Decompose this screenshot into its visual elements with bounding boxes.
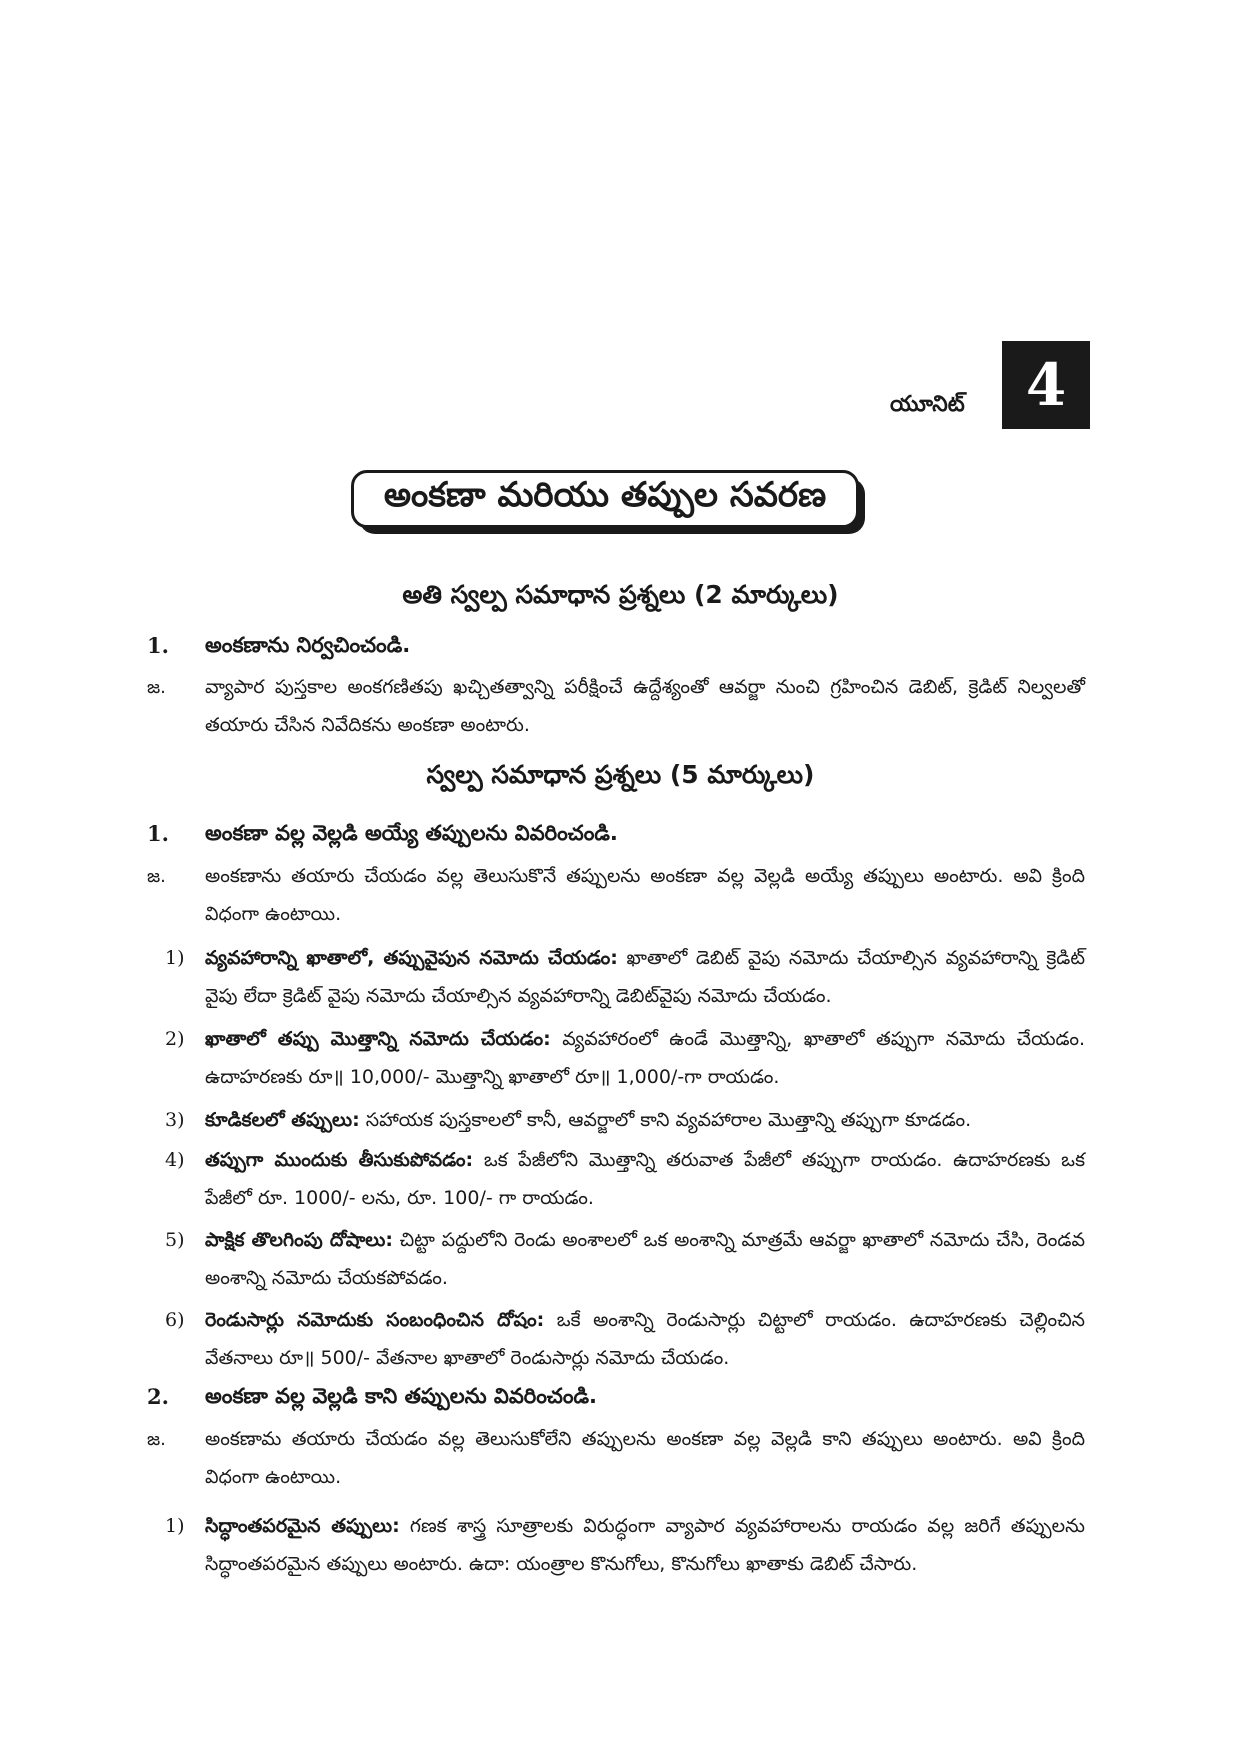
chapter-title-frame [351, 470, 869, 528]
question-text: అంకణాను నిర్వచించండి. [205, 633, 411, 657]
list-item-title: రెండుసార్లు నమోదుకు సంబంధించిన దోషం: [205, 1309, 545, 1331]
answer-text: అంకణాను తయారు చేయడం వల్ల తెలుసుకొనే తప్పులను అంకణా వల్ల వెల్లడి అయ్యే తప్పులు అంటారు. అవి క్రింది విధంగా ఉంటాయి. [205, 865, 1085, 925]
list-item-title: సిద్ధాంతపరమైన తప్పులు: [205, 1515, 400, 1537]
question-number: 2. [147, 1384, 169, 1409]
list-item-title: ఖాతాలో తప్పు మొత్తాన్ని నమోదు చేయడం: [205, 1028, 551, 1050]
list-item-number: 1) [165, 1515, 185, 1537]
question-text: అంకణా వల్ల వెల్లడి అయ్యే తప్పులను వివరించండి. [205, 821, 618, 845]
list-item [165, 1141, 1085, 1217]
answer-mark: జ. [147, 1429, 166, 1450]
question-text: అంకణా వల్ల వెల్లడి కాని తప్పులను వివరించండి. [205, 1384, 597, 1408]
list-item-text: చిట్టా పద్దులోని రెండు అంశాలలో ఒక అంశాన్ని మాత్రమే ఆవర్జా ఖాతాలో నమోదు చేసి, రెండవ అంశాన్ని నమోదు చేయకపోవడం. [205, 1229, 1085, 1289]
list-item-title: వ్యవహారాన్ని ఖాతాలో, తప్పువైపున నమోదు చేయడం: [205, 947, 618, 969]
question-number: 1. [147, 633, 169, 658]
list-item-number: 6) [165, 1309, 185, 1331]
list-item-text: వ్యవహారంలో ఉండే మొత్తాన్ని, ఖాతాలో తప్పుగా నమోదు చేయడం. ఉదాహరణకు రూ॥ 10,000/- మొత్తాన్ని ఖాతాలో రూ॥ 1,000/-గా రాయడం. [205, 1028, 1085, 1088]
list-item-text: గణక శాస్త్ర సూత్రాలకు విరుద్ధంగా వ్యాపార వ్యవహారాలను రాయడం వల్ల జరిగే తప్పులను సిద్ధాంతపరమైన తప్పులు అంటారు. ఉదా: యంత్రాల కొనుగోలు, కొనుగోలు ఖాతాకు డెబిట్ చేసారు. [205, 1515, 1085, 1575]
list-item [165, 1301, 1085, 1377]
list-item-title: తప్పుగా ముందుకు తీసుకుపోవడం: [205, 1149, 474, 1171]
list-item [165, 939, 1085, 1015]
answer-text: అంకణామ తయారు చేయడం వల్ల తెలుసుకోలేని తప్పులను అంకణా వల్ల వెల్లడి కాని తప్పులు అంటారు. అవి క్రింది విధంగా ఉంటాయి. [205, 1428, 1085, 1488]
list-item [165, 1020, 1085, 1096]
list-item-text: ఒక పేజీలోని మొత్తాన్ని తరువాత పేజీలో తప్పుగా రాయడం. ఉదాహరణకు ఒక పేజీలో రూ. 1000/- లను, రూ. 100/- గా రాయడం. [205, 1149, 1085, 1209]
list-item-text: ఒకే అంశాన్ని రెండుసార్లు చిట్టాలో రాయడం. ఉదాహరణకు చెల్లించిన వేతనాలు రూ॥ 500/- వేతనాల ఖాతాలో రెండుసార్లు నమోదు చేయడం. [205, 1309, 1085, 1369]
list-item-number: 3) [165, 1109, 185, 1131]
list-item-title: కూడికలలో తప్పులు: [205, 1109, 360, 1131]
list-item-number: 2) [165, 1028, 185, 1050]
list-item [165, 1101, 1085, 1139]
list-item-title: పాక్షిక తొలగింపు దోషాలు: [205, 1229, 393, 1251]
list-item-number: 4) [165, 1149, 185, 1171]
question-number: 1. [147, 821, 169, 846]
section-heading-short: స్వల్ప సమాధాన ప్రశ్నలు (5 మార్కులు) [426, 760, 815, 789]
list-item-text: ఖాతాలో డెబిట్ వైపు నమోదు చేయాల్సిన వ్యవహారాన్ని క్రెడిట్ వైపు లేదా క్రెడిట్ వైపు నమోదు చేయాల్సిన వ్యవహారాన్ని డెబిట్‌వైపు నమోదు చేయడం. [205, 947, 1085, 1007]
list-item-text: సహాయక పుస్తకాలలో కానీ, ఆవర్జాలో కాని వ్యవహారాల మొత్తాన్ని తప్పుగా కూడడం. [359, 1109, 972, 1131]
answer-mark: జ. [147, 866, 166, 887]
answer-text: వ్యాపార పుస్తకాల అంకగణితపు ఖచ్చితత్వాన్ని పరీక్షించే ఉద్దేశ్యంతో ఆవర్జా నుంచి గ్రహించిన డెబిట్, క్రెడిట్ నిల్వలతో తయారు చేసిన నివేదికను అంకణా అంటారు. [205, 676, 1085, 736]
list-item [165, 1221, 1085, 1297]
unit-label: యూనిట్ [890, 392, 965, 417]
chapter-title: అంకణా మరియు తప్పుల సవరణ [351, 470, 859, 528]
section-heading-very-short: అతి స్వల్ప సమాధాన ప్రశ్నలు (2 మార్కులు) [402, 580, 839, 609]
answer-mark: జ. [147, 677, 166, 698]
list-item [165, 1507, 1085, 1583]
list-item-number: 1) [165, 947, 185, 969]
unit-number-badge: 4 [1002, 341, 1090, 429]
list-item-number: 5) [165, 1229, 185, 1251]
